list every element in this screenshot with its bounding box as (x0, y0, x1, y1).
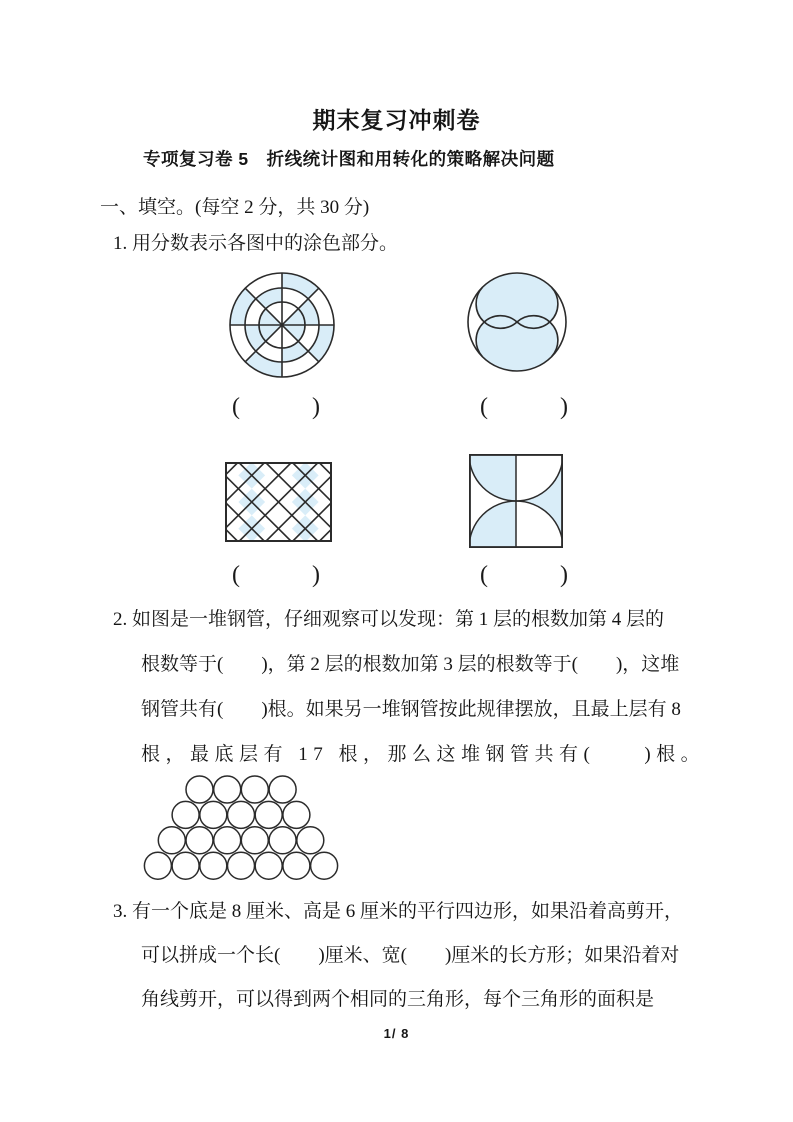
pipe-circle (200, 801, 227, 828)
pipe-circle (241, 827, 268, 854)
question-3-line: 3. 有一个底是 8 厘米、高是 6 厘米的平行四边形，如果沿着高剪开， (113, 901, 684, 922)
pipe-circle (297, 827, 324, 854)
answer-blank: ( ) (480, 394, 568, 420)
question-2-line: 根，最底层有 17 根，那么这堆钢管共有( )根。 (141, 744, 706, 765)
lattice-rectangle-figure (225, 462, 332, 542)
pipe-circle (144, 852, 171, 879)
pipe-circle (200, 852, 227, 879)
pipe-circle (228, 801, 255, 828)
question-3-line: 角线剪开，可以得到两个相同的三角形，每个三角形的面积是 (141, 989, 655, 1010)
pipe-circle (186, 776, 213, 803)
pipe-circle (311, 852, 338, 879)
target-circle-figure (227, 270, 337, 380)
page-title: 期末复习冲刺卷 (312, 107, 481, 133)
pipe-circle (255, 801, 282, 828)
pinwheel-circle-figure (465, 270, 569, 374)
question-2-line: 钢管共有( )根。如果另一堆钢管按此规律摆放，且最上层有 8 (141, 699, 681, 720)
pipe-circle (214, 827, 241, 854)
pipe-stack-figure (141, 772, 341, 880)
pipe-circle (228, 852, 255, 879)
question-1-text: 1. 用分数表示各图中的涂色部分。 (113, 233, 399, 254)
question-3-line: 可以拼成一个长( )厘米、宽( )厘米的长方形；如果沿着对 (141, 945, 680, 966)
question-2-line: 2. 如图是一堆钢管，仔细观察可以发现：第 1 层的根数加第 4 层的 (113, 609, 665, 630)
pipe-circle (269, 827, 296, 854)
section-heading: 一、填空。(每空 2 分，共 30 分) (100, 197, 370, 218)
answer-blank: ( ) (480, 562, 568, 588)
question-2-line: 根数等于( )，第 2 层的根数加第 3 层的根数等于( )，这堆 (141, 654, 680, 675)
answer-blank: ( ) (232, 562, 320, 588)
pipe-circle (283, 801, 310, 828)
pipe-circle (214, 776, 241, 803)
pipe-circle (158, 827, 185, 854)
pipe-circle (172, 801, 199, 828)
pipe-circle (241, 776, 268, 803)
page-subtitle: 专项复习卷 5 折线统计图和用转化的策略解决问题 (143, 149, 555, 169)
pipe-circle (172, 852, 199, 879)
answer-blank: ( ) (232, 394, 320, 420)
pipe-circle (269, 776, 296, 803)
page-number: 1/ 8 (383, 1026, 410, 1041)
pipe-circle (283, 852, 310, 879)
pipe-circle (186, 827, 213, 854)
pipe-circle (255, 852, 282, 879)
curved-square-figure (469, 454, 563, 548)
